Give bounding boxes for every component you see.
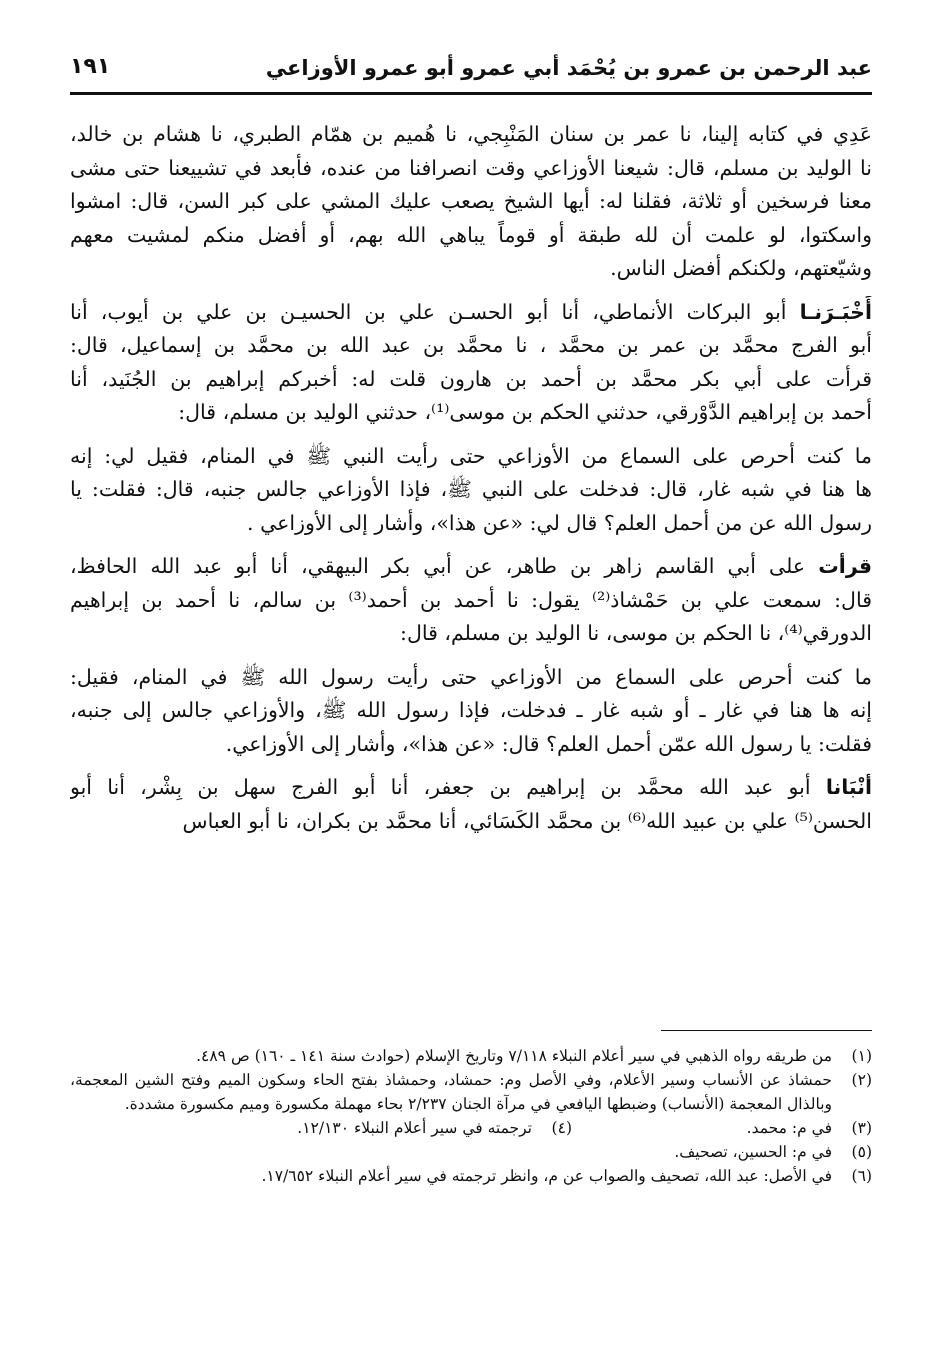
footnote-text: في م: الحسين، تصحيف. [674, 1143, 832, 1161]
text-line [70, 694, 872, 728]
text-line [70, 185, 872, 219]
paragraph-gap [70, 651, 872, 661]
paragraph [70, 118, 872, 286]
paragraph-lead-word: أَخْبَـرَنـا [799, 299, 872, 324]
footnote-divider [661, 1030, 872, 1031]
footnote-text: في م: محمد. [746, 1119, 832, 1137]
line-text: رسول الله عن من أحمل العلم؟ قال لي: «عن هذا»، وأشار إلى الأوزاعي . [247, 510, 872, 535]
text-line [70, 219, 872, 253]
line-text: أبو الفرج محمَّد بن عمر بن محمَّد ، نا محمَّد بن عبد الله بن محمَّد بن إسماعيل، قال: [70, 333, 872, 357]
footnote-text: حمشاذ عن الأنساب وسير الأعلام، وفي الأصل وم: حمشاد، وحمشاذ بفتح الحاء وسكون الميم وفتح الشين المعجمة، وبالذال المعجمة (الأنساب) وضبطها اليافعي في مرآة الجنان ٢/٢٣٧ بحاء مهملة مكسورة وميم مكسورة مشددة. [70, 1071, 832, 1113]
paragraph-gap [70, 761, 872, 771]
footnote-number: (٥) [851, 1143, 872, 1161]
paragraph-gap [70, 540, 872, 550]
text-line [70, 728, 872, 762]
footnote-text: من طريقه رواه الذهبي في سير أعلام النبلاء ٧/١١٨ وتاريخ الإسلام (حوادث سنة ١٤١ ـ ١٦٠) ص ٤٨٩. [196, 1047, 832, 1065]
footnote-number: (١) [851, 1047, 872, 1065]
text-line [70, 507, 872, 541]
line-text: واسكتوا، لو علمت أن لله طبقة أو قوماً يباهي الله بهم، أو أفضل منكم لمشيت معهم [70, 222, 872, 247]
paragraph-gap [70, 286, 872, 296]
line-text: معنا فرسخين أو ثلاثة، فقلنا له: أيها الشيخ يصعب عليك المشي على كبر السن، قال: امشوا [70, 189, 872, 213]
line-text: فقلت: يا رسول الله عمّن أحمل العلم؟ قال: «عن هذا»، وأشار إلى الأوزاعي. [225, 731, 872, 756]
line-text: إنه ها هنا في غار ـ أو شبه غار ـ فدخلت، فإذا رسول الله ﷺ، والأوزاعي جالس إلى جنبه، [70, 698, 872, 722]
text-line [70, 252, 872, 286]
line-text: وشيّعتهم، ولكنكم أفضل الناس. [610, 256, 872, 280]
line-text: أبو البركات الأنماطي، أنا أبو الحسـن علي بن الحسيـن بن علي بن أيوب، أنا [70, 299, 800, 324]
paragraph [70, 440, 872, 541]
paragraph [70, 771, 872, 838]
footnotes [70, 1044, 872, 1188]
text-line [70, 440, 872, 474]
main-text [70, 118, 872, 838]
footnote-number: (٢) [851, 1071, 872, 1089]
text-line [70, 396, 872, 430]
footnote-number: (٣) [851, 1119, 872, 1137]
paragraph-gap [70, 430, 872, 440]
footnote-5 [70, 1140, 872, 1164]
footnote-4 [112, 1116, 572, 1140]
line-text: أبو عبد الله محمَّد بن إبراهيم بن جعفر، أنا أبو الفرج سهل بن بِشْر، أنا أبو [70, 775, 826, 799]
line-text: عَدِي في كتابه إلينا، نا عمر بن سنان المَنْبِجي، نا هُميم بن همّام الطبري، نا هشام بن خالد، [70, 122, 872, 146]
footnote-1 [70, 1044, 872, 1068]
text-line [70, 473, 872, 507]
text-line [70, 296, 872, 330]
line-text: على أبي القاسم زاهر بن طاهر، عن أبي بكر البيهقي، أنا أبو عبد الله الحافظ، [70, 554, 819, 578]
line-text: ما كنت أحرص على السماع من الأوزاعي حتى رأيت رسول الله ﷺ في المنام، فقيل: [70, 664, 872, 689]
paragraph [70, 296, 872, 430]
line-text: أحمد بن إبراهيم الدَّوْرقي، حدثني الحكم بن موسى⁽¹⁾، حدثني الوليد بن مسلم، قال: [178, 400, 872, 424]
paragraph [70, 550, 872, 651]
text-line [70, 152, 872, 186]
line-text: ها هنا في شبه غار، قال: فدخلت على النبي ﷺ، فإذا الأوزاعي جالس جنبه، قال: فقلت: يا [70, 477, 872, 501]
text-line [70, 329, 872, 363]
text-line [70, 584, 872, 618]
paragraph-lead-word: قرأت [818, 554, 872, 578]
paragraph-lead-word: أنْبَانا [825, 775, 872, 799]
text-line [70, 550, 872, 584]
text-line [70, 771, 872, 805]
text-line [70, 118, 872, 152]
paragraph [70, 661, 872, 762]
footnote-text: ترجمته في سير أعلام النبلاء ١٢/١٣٠. [297, 1119, 532, 1137]
line-text: الدورقي⁽⁴⁾، نا الحكم بن موسى، نا الوليد بن مسلم، قال: [400, 621, 872, 645]
text-line [70, 363, 872, 397]
line-text: قال: سمعت علي بن حَمْشاذ⁽²⁾ يقول: نا أحمد بن أحمد⁽³⁾ بن سالم، نا أحمد بن إبراهيم [70, 587, 872, 612]
footnote-2 [70, 1068, 872, 1116]
line-text: نا الوليد بن مسلم، قال: شيعنا الأوزاعي وقت انصرافنا من عنده، فأبعد في تشييعنا حتى مشى [70, 155, 872, 180]
footnote-3 [572, 1116, 872, 1140]
footnote-pair-3-4 [70, 1116, 872, 1140]
page-number: ١٩١ [70, 54, 111, 79]
footnote-text: في الأصل: عبد الله، تصحيف والصواب عن م، وانظر ترجمته في سير أعلام النبلاء ١٧/٦٥٢. [261, 1167, 832, 1185]
header-title: عبد الرحمن بن عمرو بن يُحْمَد أبي عمرو أبو عمرو الأوزاعي [265, 56, 872, 80]
line-text: الحسن⁽⁵⁾ علي بن عبيد الله⁽⁶⁾ بن محمَّد الكَسَائي، أنا محمَّد بن بكران، نا أبو العباس [182, 808, 872, 833]
text-line [70, 617, 872, 651]
line-text: قرأت على أبي بكر محمَّد بن أحمد بن هارون قلت له: أخبركم إبراهيم بن الجُنَيد، أنا [70, 366, 872, 391]
footnote-number: (٦) [851, 1167, 872, 1185]
running-header [70, 50, 872, 95]
footnote-number: (٤) [551, 1119, 572, 1137]
line-text: ما كنت أحرص على السماع من الأوزاعي حتى رأيت النبي ﷺ في المنام، فقيل لي: إنه [70, 443, 872, 468]
text-line [70, 805, 872, 839]
text-line [70, 661, 872, 695]
footnote-6 [70, 1164, 872, 1188]
